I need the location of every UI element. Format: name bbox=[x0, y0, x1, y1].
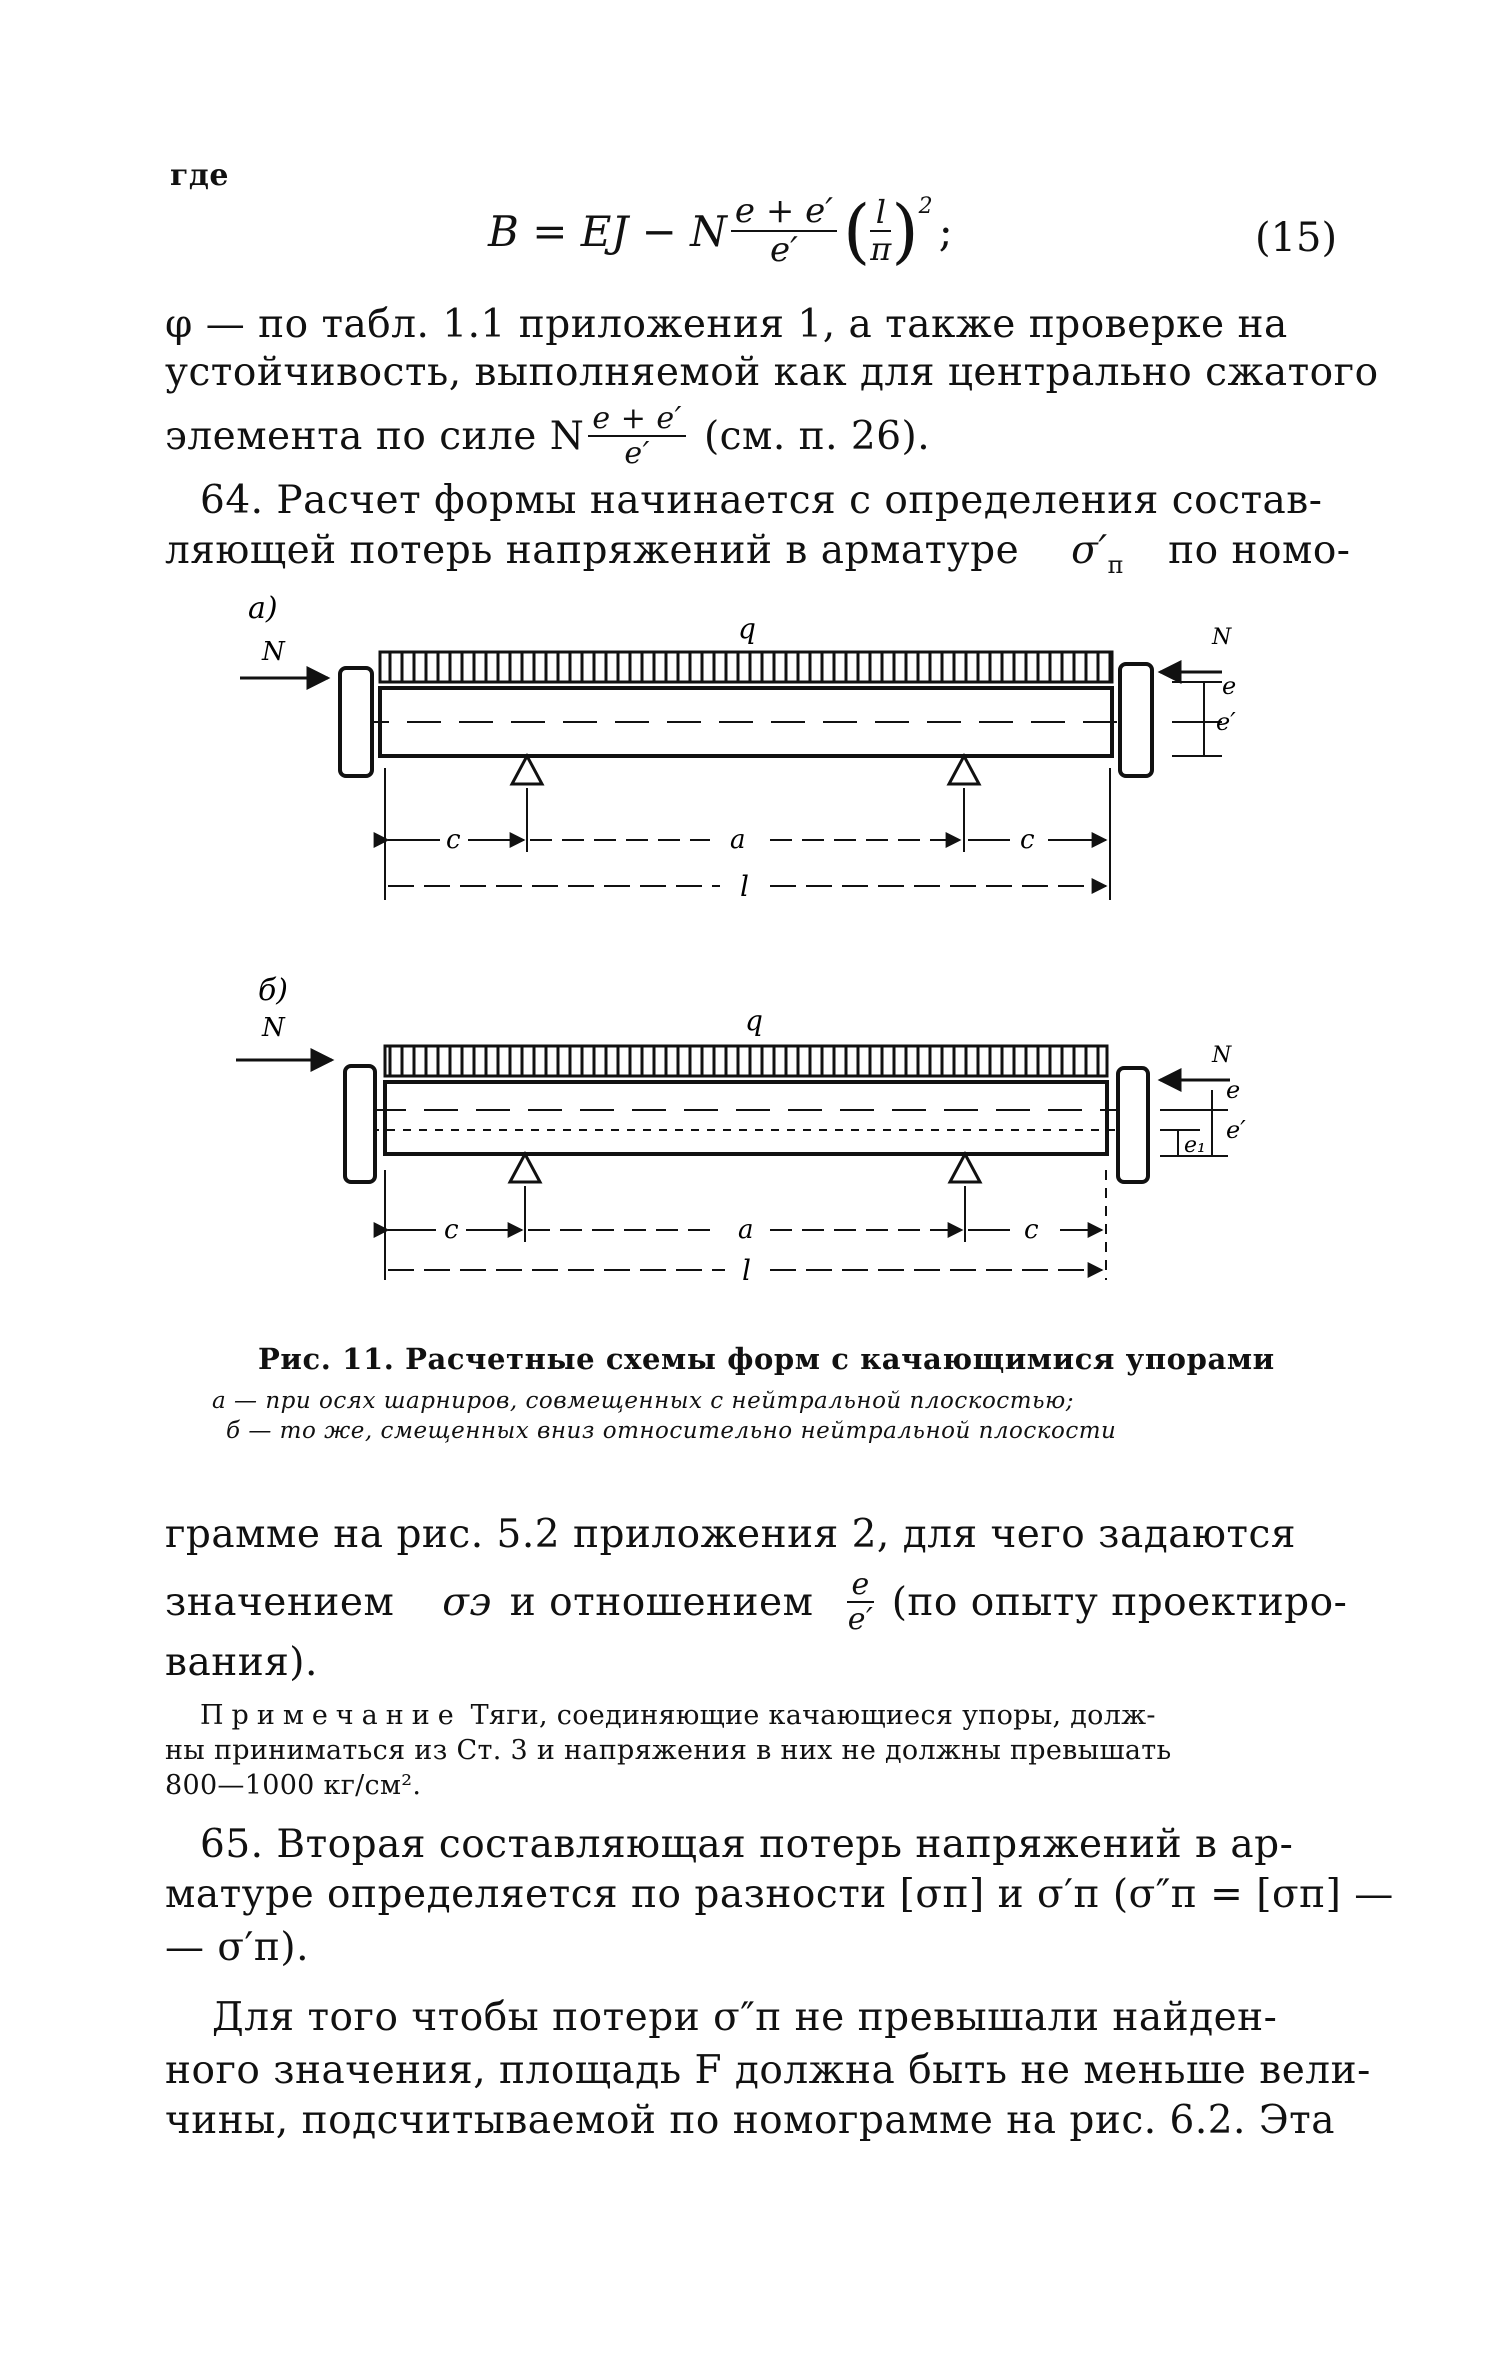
cont-line-1: грамме на рис. 5.2 приложения 2, для чего задаются bbox=[165, 1512, 1296, 1557]
panel-a-distributed-load bbox=[380, 652, 1112, 682]
phi-fraction bbox=[588, 402, 686, 470]
para-64-line-2-end: по номо- bbox=[1168, 528, 1351, 573]
figure-caption: Рис. 11. Расчетные схемы форм с качающимися упорами bbox=[258, 1342, 1275, 1376]
panel-a-support-left bbox=[512, 756, 542, 784]
panel-a-dim-c-left: c bbox=[446, 825, 461, 855]
panel-a-eprime-label: e′ bbox=[1216, 708, 1236, 736]
cont-line-2-start: значением bbox=[165, 1579, 395, 1625]
panel-a-left-stop bbox=[340, 668, 372, 776]
panel-a-e-label: e bbox=[1222, 672, 1237, 700]
note-line-2: ны приниматься из Ст. 3 и напряжения в них не должны превышать bbox=[165, 1735, 1172, 1766]
phi-line-3-start: элемента по силе N bbox=[165, 413, 585, 459]
figure-11 bbox=[0, 590, 1488, 1390]
panel-b-dim-c-left: c bbox=[444, 1215, 459, 1245]
panel-b-right-stop bbox=[1118, 1068, 1148, 1182]
cont-line-3: вания). bbox=[165, 1640, 318, 1685]
phi-frac-den: e′ bbox=[624, 436, 650, 471]
panel-b-label: б) bbox=[258, 973, 289, 1008]
note-line-1-rest: Тяги, соединяющие качающиеся упоры, долж- bbox=[470, 1700, 1156, 1731]
formula-15-fraction bbox=[731, 190, 837, 270]
panel-b-support-right bbox=[950, 1154, 980, 1182]
panel-a-dim-l: l bbox=[740, 870, 749, 903]
formula-15-lhs: B = EJ − N bbox=[488, 206, 727, 256]
panel-a-dim-a: a bbox=[730, 825, 746, 855]
phi-frac-num: e + e′ bbox=[588, 402, 686, 437]
panel-a-right-stop bbox=[1120, 664, 1152, 776]
panel-a-force-label: N bbox=[262, 637, 285, 667]
note-line-1 bbox=[200, 1700, 1156, 1731]
formula-15: B = EJ − N $\frac{e + e'}{e'}$ ( $\frac{l}{\pi}$ ) 2 ; bbox=[488, 190, 953, 272]
panel-a bbox=[240, 591, 1236, 903]
panel-b-support-left bbox=[510, 1154, 540, 1182]
panel-a-dim-c-right: c bbox=[1020, 825, 1035, 855]
note-line-3: 800—1000 кг/см². bbox=[165, 1770, 422, 1801]
phi-line-2: устойчивость, выполняемой как для центрально сжатого bbox=[165, 350, 1379, 395]
panel-a-load-label: q bbox=[738, 612, 756, 645]
panel-b-distributed-load bbox=[385, 1046, 1107, 1076]
para-last-line-1: Для того чтобы потери σ″п не превышали найден- bbox=[212, 1995, 1278, 2040]
cont-frac-den: e′ bbox=[847, 1602, 874, 1637]
cont-line-2-mid: и отношением bbox=[509, 1579, 814, 1625]
formula-15-frac-den: e′ bbox=[770, 230, 798, 270]
where-label: где bbox=[170, 158, 229, 193]
para-64-line-2-start: ляющей потерь напряжений в арматуре bbox=[165, 528, 1020, 573]
cont-line-2-end: (по опыту проектиро- bbox=[891, 1579, 1348, 1625]
panel-b-load-label: q bbox=[745, 1004, 763, 1037]
panel-a-right-force-label: N bbox=[1212, 625, 1232, 650]
para-65-line-3: — σ′п). bbox=[165, 1925, 309, 1970]
panel-b-beam bbox=[385, 1082, 1107, 1154]
formula-15-paren-fraction bbox=[870, 192, 892, 268]
phi-line-3 bbox=[165, 402, 930, 470]
para-64-line-1: 64. Расчет формы начинается с определения состав- bbox=[200, 478, 1323, 523]
formula-15-paren-den: π bbox=[870, 230, 892, 268]
para-65-line-1: 65. Вторая составляющая потерь напряжений в ар- bbox=[200, 1822, 1294, 1867]
cont-line-2 bbox=[165, 1568, 1347, 1636]
panel-b-dim-a: a bbox=[738, 1215, 754, 1245]
panel-b bbox=[236, 973, 1246, 1287]
panel-b-left-stop bbox=[345, 1066, 375, 1182]
para-last-line-2: ного значения, площадь F должна быть не меньше вели- bbox=[165, 2048, 1371, 2093]
para-64-sigma-sub: п bbox=[1107, 551, 1125, 579]
panel-a-support-right bbox=[949, 756, 979, 784]
para-last-line-3: чины, подсчитываемой по номограмме на рис. 6.2. Эта bbox=[165, 2098, 1336, 2143]
formula-15-semicolon: ; bbox=[938, 206, 953, 256]
figure-caption-b: б — то же, смещенных вниз относительно нейтральной плоскости bbox=[226, 1418, 1117, 1444]
para-64-line-2 bbox=[165, 528, 1351, 579]
para-64-sigma: σ′ bbox=[1071, 528, 1108, 573]
note-label: Примечание bbox=[200, 1700, 462, 1731]
panel-a-label: а) bbox=[248, 591, 278, 626]
formula-15-frac-num: e + e′ bbox=[731, 193, 837, 232]
cont-frac-num: e bbox=[847, 1568, 873, 1603]
panel-b-force-label: N bbox=[262, 1013, 285, 1043]
phi-line-3-end: (см. п. 26). bbox=[703, 413, 931, 459]
panel-b-eprime-label: e′ bbox=[1226, 1116, 1246, 1144]
para-65-line-2: матуре определяется по разности [σп] и σ′п (σ″п = [σп] — bbox=[165, 1872, 1394, 1917]
figure-caption-a: а — при осях шарниров, совмещенных с нейтральной плоскостью; bbox=[212, 1388, 1075, 1414]
panel-b-e-label: e bbox=[1226, 1076, 1241, 1104]
phi-line-1: φ — по табл. 1.1 приложения 1, а также проверке на bbox=[165, 302, 1288, 347]
panel-b-dim-l: l bbox=[742, 1254, 751, 1287]
formula-15-paren-num: l bbox=[870, 195, 891, 232]
cont-sigma-e: σэ bbox=[442, 1579, 492, 1625]
panel-b-e1-label: e₁ bbox=[1184, 1133, 1206, 1158]
panel-b-right-force-label: N bbox=[1212, 1043, 1232, 1068]
panel-b-dim-c-right: c bbox=[1024, 1215, 1039, 1245]
formula-15-number: (15) bbox=[1255, 215, 1338, 261]
cont-fraction bbox=[847, 1568, 873, 1636]
formula-15-exponent: 2 bbox=[918, 194, 933, 219]
